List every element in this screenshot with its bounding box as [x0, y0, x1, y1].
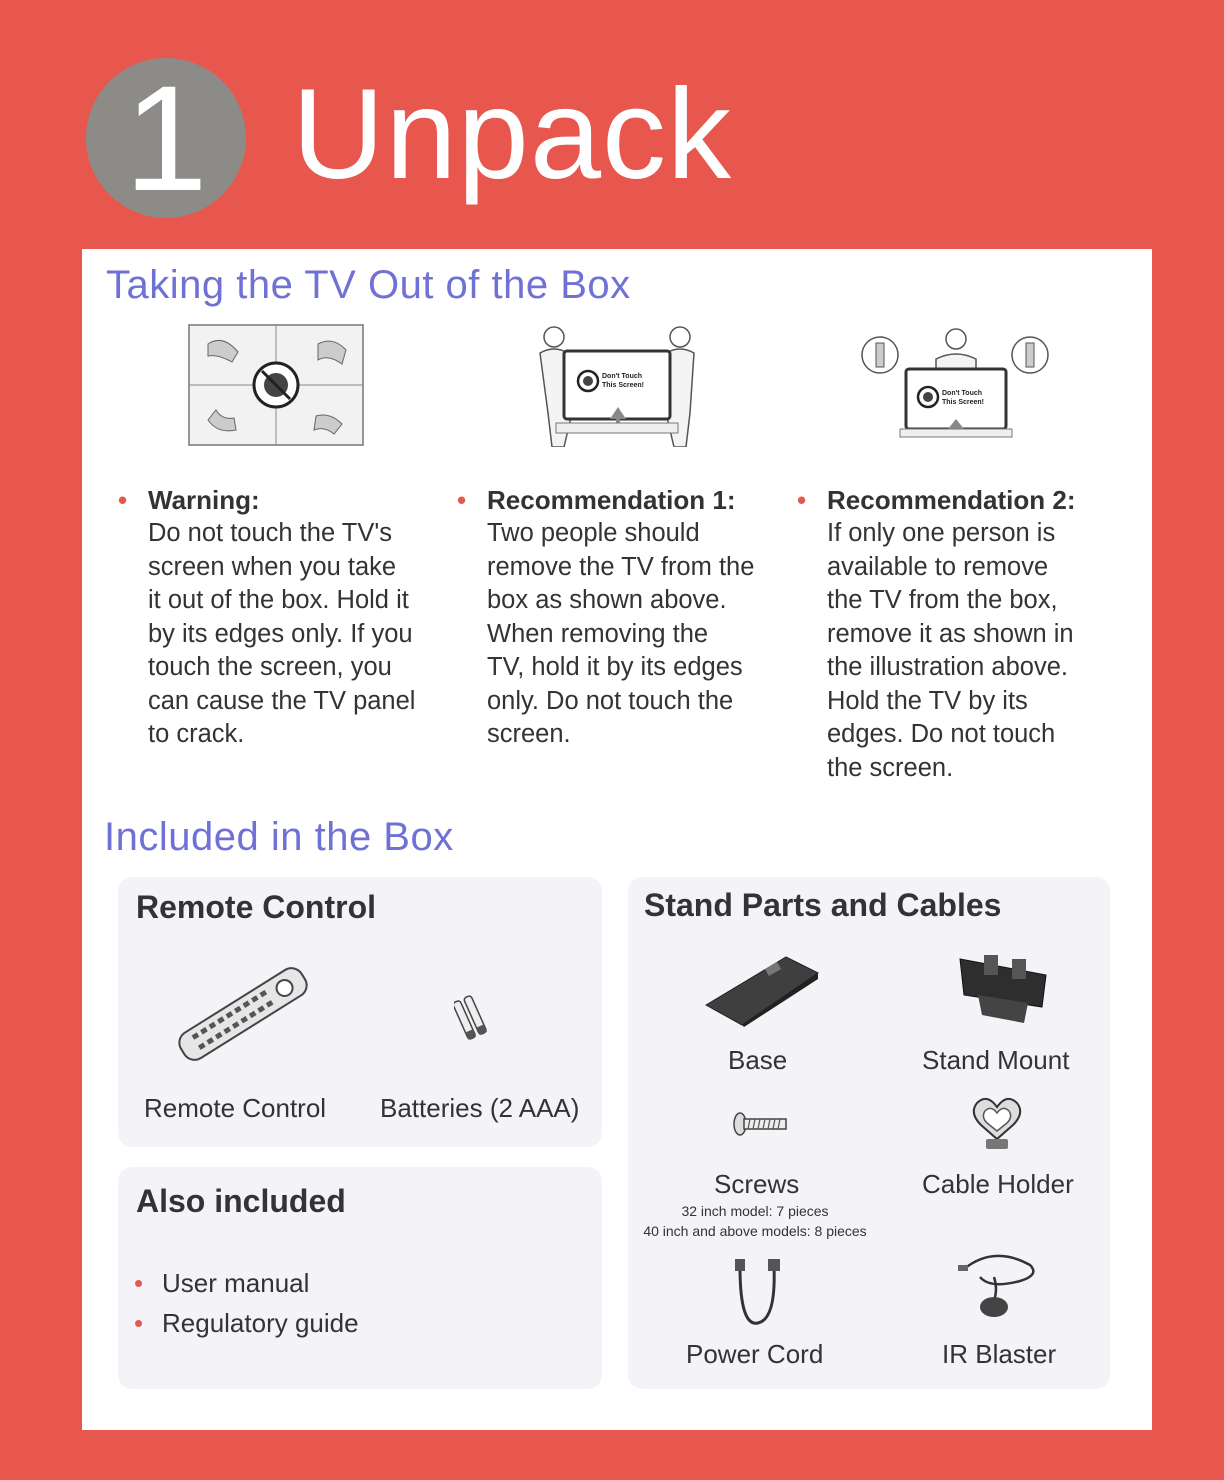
text-line: Two people should — [487, 519, 700, 547]
svg-text:This Screen!: This Screen! — [602, 382, 645, 389]
text-line: Do not touch the TV's — [148, 519, 392, 547]
one-person-illustration — [860, 325, 1050, 447]
screws-note-32: 32 inch model: 7 pieces — [681, 1203, 829, 1219]
svg-text:This Screen!: This Screen! — [942, 399, 985, 406]
text-line: box as shown above. — [487, 586, 727, 614]
warning-body — [148, 517, 448, 752]
text-line: When removing the — [487, 619, 709, 648]
stand-mount-label: Stand Mount — [922, 1045, 1070, 1075]
recommendation-2-column — [827, 483, 1127, 785]
power-cord-label: Power Cord — [686, 1339, 824, 1369]
batteries-image — [454, 993, 488, 1043]
cable-holder-image — [972, 1093, 1022, 1151]
text-line: touch the screen, you — [148, 653, 392, 681]
also-included-title: Also included — [136, 1183, 346, 1219]
text-line: Hold the TV by its — [827, 686, 1028, 715]
base-label: Base — [728, 1045, 788, 1075]
section-title-taking-out: Taking the TV Out of the Box — [106, 263, 631, 307]
text-line: only. Do not touch the — [487, 686, 734, 715]
warning-heading: • Warning: — [148, 483, 448, 517]
text-line: remove it as shown in — [827, 619, 1074, 648]
stand-parts-card — [628, 877, 1110, 1389]
screws-note-40: 40 inch and above models: 8 pieces — [643, 1223, 867, 1239]
stand-parts-title: Stand Parts and Cables — [644, 887, 1002, 923]
text-line: the TV from the box, — [827, 586, 1058, 614]
screws-label: Screws — [714, 1169, 800, 1199]
also-included-list — [134, 1263, 359, 1343]
batteries-label: Batteries (2 AAA) — [380, 1093, 580, 1123]
two-people-illustration — [532, 323, 702, 447]
recommendation-1-body — [487, 517, 787, 752]
step-number-badge: 1 — [86, 58, 246, 218]
text-line: can cause the TV panel — [148, 686, 416, 715]
recommendation-1-heading: • Recommendation 1: — [487, 483, 787, 517]
recommendation-1-column — [487, 483, 787, 752]
ir-blaster-label: IR Blaster — [942, 1339, 1057, 1369]
stand-mount-image — [958, 955, 1048, 1025]
content-panel — [82, 249, 1152, 1430]
power-cord-image — [732, 1259, 782, 1329]
list-item: • User manual — [134, 1263, 359, 1303]
warning-illustration — [188, 324, 364, 446]
remote-control-image — [168, 959, 318, 1069]
text-line: the illustration above. — [827, 653, 1068, 681]
ir-blaster-image — [954, 1249, 1044, 1321]
text-line: edges. Do not touch — [827, 720, 1056, 748]
svg-text:Don't Touch: Don't Touch — [942, 390, 983, 397]
recommendation-2-body — [827, 517, 1127, 785]
text-line: TV, hold it by its edges — [487, 653, 743, 681]
cable-holder-label: Cable Holder — [922, 1169, 1074, 1199]
page-title: Unpack — [292, 63, 732, 206]
text-line: remove the TV from the — [487, 552, 755, 581]
screw-image — [732, 1111, 790, 1137]
svg-text:Don't Touch: Don't Touch — [602, 373, 643, 380]
text-line: the screen. — [827, 753, 954, 782]
text-line: If only one person is — [827, 519, 1056, 547]
text-line: to crack. — [148, 720, 245, 748]
text-line: screen when you take — [148, 552, 397, 581]
text-line: it out of the box. Hold it — [148, 586, 409, 614]
header — [0, 0, 1224, 240]
also-included-card — [118, 1167, 602, 1389]
list-item: • Regulatory guide — [134, 1303, 359, 1343]
remote-control-label: Remote Control — [144, 1093, 327, 1123]
remote-card-title: Remote Control — [136, 889, 376, 925]
text-line: by its edges only. If you — [148, 619, 413, 648]
remote-control-card — [118, 877, 602, 1147]
base-image — [702, 953, 822, 1027]
warning-column — [148, 483, 448, 752]
recommendation-2-heading: • Recommendation 2: — [827, 483, 1127, 517]
text-line: screen. — [487, 720, 571, 748]
section-title-included: Included in the Box — [104, 815, 454, 859]
text-line: available to remove — [827, 552, 1049, 581]
